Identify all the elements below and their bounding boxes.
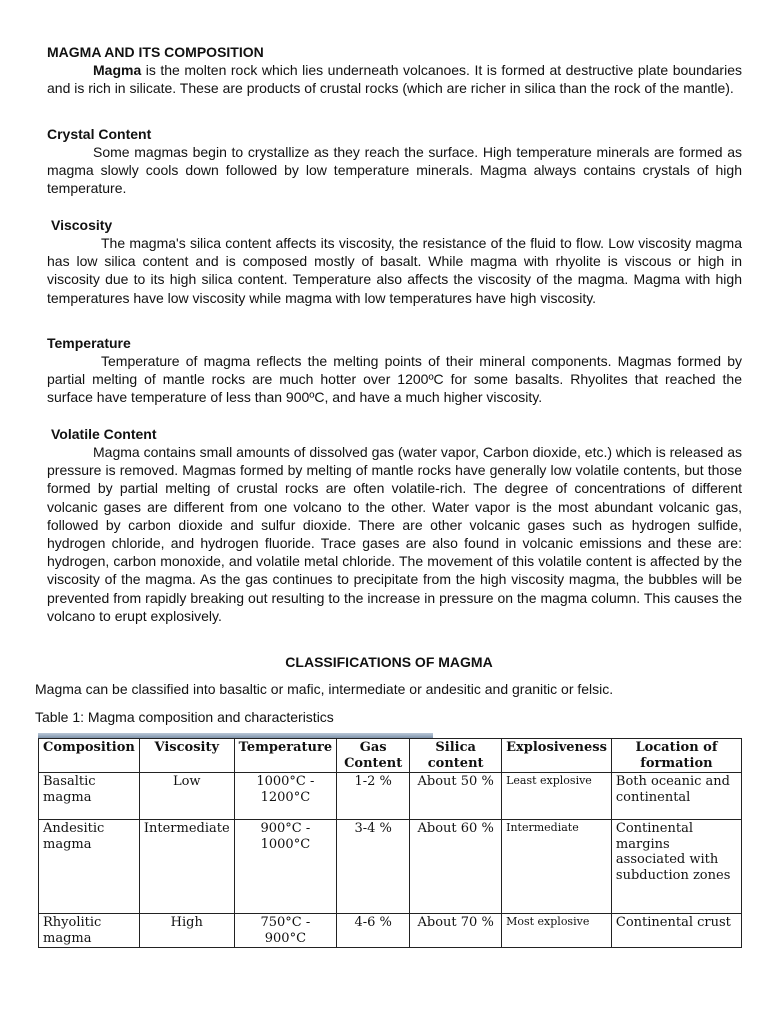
table-cell: 4-6 % — [337, 914, 410, 948]
table-header-cell: Silica content — [410, 739, 502, 773]
table-cell: Intermediate — [139, 820, 234, 914]
section-body — [47, 443, 742, 625]
table-cell: About 60 % — [410, 820, 502, 914]
section-heading: Temperature — [47, 335, 131, 351]
table-cell: 1-2 % — [337, 773, 410, 820]
section-body — [47, 234, 742, 307]
intro-paragraph — [47, 61, 742, 97]
table-cell: Most explosive — [502, 914, 612, 948]
volatile-content-text: Magma contains small amounts of dissolved gas (water vapor, Carbon dioxide, etc.) which is released as pressure is removed. Magmas formed by melting of mantle rocks have generally low volatile contents, but those formed by partial melting of crustal rocks are often volatile-rich. The degree of concentrations of different volcanic gases are different from one volcano to the other. Water vapor is the most abundant volcanic gas, followed by carbon dioxide and sulfur dioxide. There are other volcanic gases such as hydrogen sulfide, hydrogen chloride, and hydrogen fluoride. Trace gases are also found in volcanic emissions and these are: hydrogen, carbon monoxide, and volatile metal chloride. The movement of this volatile content is affected by the viscosity of the magma. As the gas continues to precipitate from the high viscosity magma, the bubbles will be prevented from rapidly breaking out resulting to the increase in pressure on the magma column. This causes the volcano to erupt explosively. — [47, 444, 742, 624]
table-header-cell: Explosiveness — [502, 739, 612, 773]
table-cell: Continental crust — [611, 914, 741, 948]
viscosity-text: The magma's silica content affects its viscosity, the resistance of the fluid to flow. Low viscosity magma has low silica content and is composed mostly of basalt. While magma with rhyolite is viscous or high in viscosity due to its high silica content. Temperature also affects the viscosity of the magma. Magma with high temperatures have low viscosity while magma with low temperatures have high viscosity. — [47, 235, 742, 306]
table-cell: Intermediate — [502, 820, 612, 914]
magma-table — [38, 738, 742, 948]
table-header-row — [39, 739, 742, 773]
table-cell: Low — [139, 773, 234, 820]
table-header-cell: Temperature — [234, 739, 336, 773]
section-body — [47, 352, 742, 407]
table-header-cell: Composition — [39, 739, 140, 773]
table-row — [39, 820, 742, 914]
intro-lead-term: Magma — [93, 62, 142, 78]
table-header-cell: Gas Content — [337, 739, 410, 773]
table-row — [39, 773, 742, 820]
table-cell: About 50 % — [410, 773, 502, 820]
table-cell: High — [139, 914, 234, 948]
table-cell: About 70 % — [410, 914, 502, 948]
table-caption: Table 1: Magma composition and characteristics — [35, 709, 334, 725]
table-cell: Andesitic magma — [39, 820, 140, 914]
table-cell: 1000°C - 1200°C — [234, 773, 336, 820]
table-row — [39, 914, 742, 948]
table-cell: Basaltic magma — [39, 773, 140, 820]
table-header-cell: Location of formation — [611, 739, 741, 773]
table-cell: 900°C - 1000°C — [234, 820, 336, 914]
section-heading: Viscosity — [51, 217, 113, 233]
table-cell: Both oceanic and continental — [611, 773, 741, 820]
temperature-text: Temperature of magma reflects the melting points of their mineral components. Magmas formed by partial melting of mantle rocks are much hotter over 1200ºC for some basalts. Rhyolites that reached the surface have temperature of less than 900ºC, and have a much higher viscosity. — [47, 353, 742, 406]
document-title: MAGMA AND ITS COMPOSITION — [47, 44, 264, 60]
section-body — [47, 143, 742, 198]
table-cell: 3-4 % — [337, 820, 410, 914]
table-header-cell: Viscosity — [139, 739, 234, 773]
table-cell: 750°C - 900°C — [234, 914, 336, 948]
table-cell: Continental margins associated with subduction zones — [611, 820, 741, 914]
table-cell: Least explosive — [502, 773, 612, 820]
intro-text: is the molten rock which lies underneath volcanoes. It is formed at destructive plate boundaries and is rich in silicate. These are products of crustal rocks (which are richer in silica than the rock of the mantle). — [47, 62, 742, 97]
classifications-summary: Magma can be classified into basaltic or mafic, intermediate or andesitic and granitic or felsic. — [35, 681, 614, 697]
classifications-heading: CLASSIFICATIONS OF MAGMA — [285, 654, 493, 670]
section-heading: Volatile Content — [51, 426, 157, 442]
crystal-content-text: Some magmas begin to crystallize as they reach the surface. High temperature minerals are formed as magma slowly cools down followed by low temperature minerals. Magma always contains crystals of high temperature. — [47, 144, 742, 197]
section-heading: Crystal Content — [47, 126, 152, 142]
table-cell: Rhyolitic magma — [39, 914, 140, 948]
